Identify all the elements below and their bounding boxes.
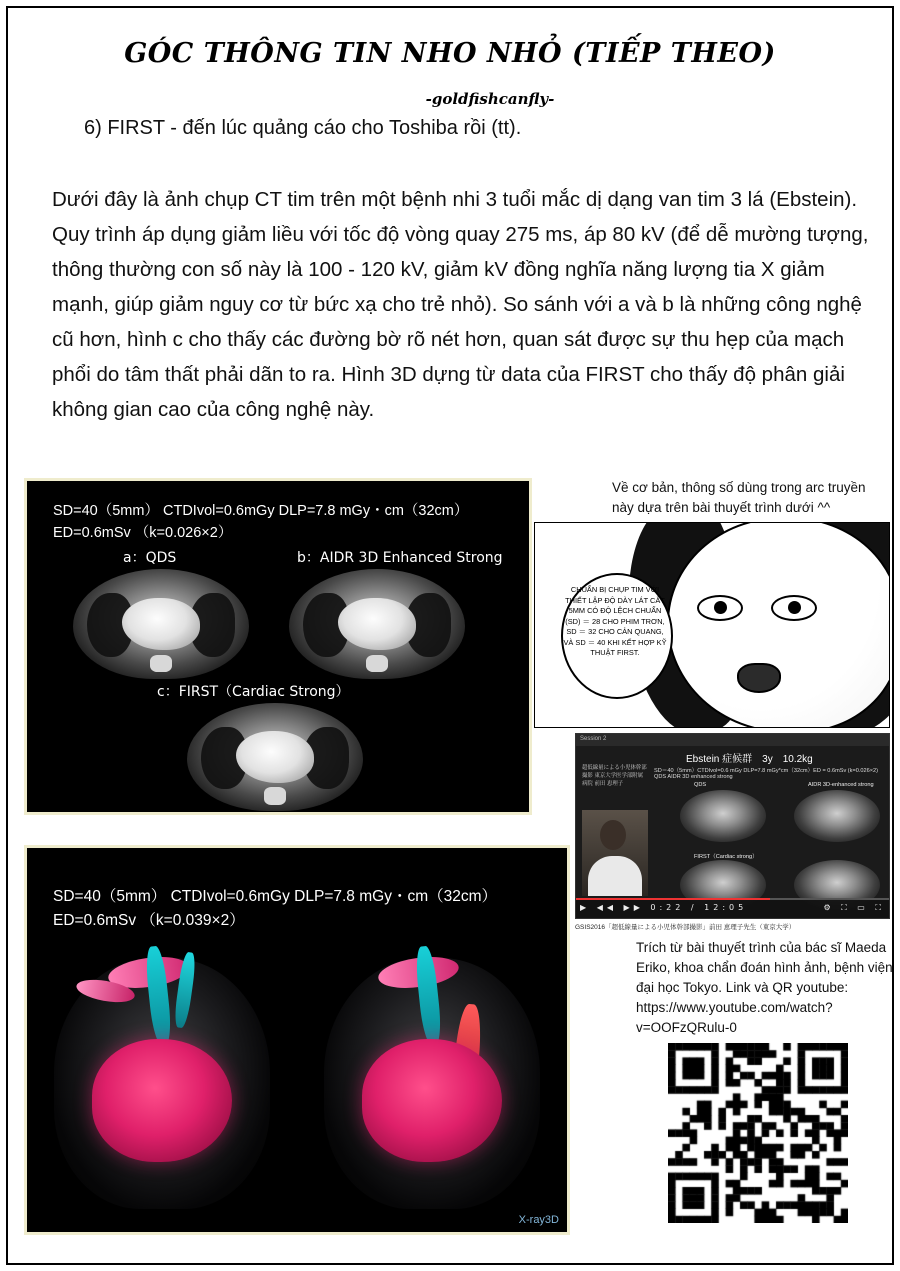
- byline: -goldfishcanfly-: [425, 90, 555, 108]
- video-session-label: Session 2: [576, 734, 889, 746]
- ct-slice-first: [187, 703, 363, 811]
- note-bottom: Trích từ bài thuyết trình của bác sĩ Maeda Eriko, khoa chẩn đoán hình ảnh, bệnh viện đại học Tokyo. Link và QR youtube: https://www.youtube.com/watch?v=OOFzQRulu-0: [636, 940, 893, 1035]
- video-ct-slice-1: [680, 790, 766, 842]
- video-progress-bar[interactable]: [576, 898, 889, 900]
- vr-dose-line-1: SD=40（5mm） CTDIvol=0.6mGy DLP=7.8 mGy・cm（32cm）: [53, 888, 498, 905]
- video-speaker-inset: [582, 810, 648, 896]
- video-dose-line-2: QDS AIDR 3D enhanced strong: [654, 774, 733, 780]
- axial-label-c: c：FIRST（Cardiac Strong）: [157, 684, 350, 700]
- video-slide-title: Ebstein 症候群 3y 10.2kg: [686, 754, 813, 765]
- manga-pupil-left: [714, 601, 727, 614]
- video-label-aidr: AIDR 3D-enhanced strong: [808, 782, 874, 788]
- note-top: Về cơ bản, thông số dùng trong arc truyền này dựa trên bài thuyết trình dưới ^^: [612, 480, 866, 515]
- video-side-text: 超低線量による小児体幹部撮影 東京大学医学部附属病院 前田 恵理子: [582, 765, 647, 787]
- video-label-qds: QDS: [694, 782, 707, 788]
- manga-mouth: [737, 663, 781, 693]
- video-label-first: FIRST（Cardiac strong）: [694, 854, 758, 860]
- video-controls-bar[interactable]: [576, 898, 889, 918]
- video-ct-slice-2: [794, 790, 880, 842]
- vr-view-right: [297, 940, 567, 1232]
- vr-view-left: [27, 940, 297, 1232]
- page-title: GÓC THÔNG TIN NHO NHỎ (TIẾP THEO): [124, 38, 776, 69]
- manga-pupil-right: [788, 601, 801, 614]
- section-heading: 6) FIRST - đến lúc quảng cáo cho Toshiba rồi (tt).: [84, 117, 522, 139]
- speech-bubble-text: CHUẨN BỊ CHỤP TIM VỚI THIẾT LẬP ĐỘ DÀY LÁT CẮT 5MM CÓ ĐỘ LỆCH CHUẨN (SD) ＝ 28 CHO PHIM TRƠN, SD ＝ 32 CHO CẢN QUANG, VÀ SD ＝ 40 KHI KẾT HỢP KỸ THUẬT FIRST.: [563, 585, 667, 657]
- ct-slice-qds: [73, 569, 249, 679]
- qr-code: [668, 1043, 848, 1223]
- axial-dose-line-1: SD=40（5mm） CTDIvol=0.6mGy DLP=7.8 mGy・cm（32cm）: [53, 503, 469, 519]
- video-caption: GSIS2016「超低線量による小児体幹部撮影」前田 恵理子先生（東京大学）: [575, 924, 796, 931]
- manga-panel: [534, 522, 890, 728]
- youtube-video-thumbnail[interactable]: [575, 733, 890, 919]
- video-dose-line-1: SD＝40（5mm）CTDIvol=0.6 mGy DLP=7.8 mGy*cm（32cm）ED = 0.6mSv (k=0.026×2): [654, 768, 878, 774]
- figure-axial-ct: [24, 478, 532, 815]
- axial-dose-line-2: ED=0.6mSv （k=0.026×2）: [53, 525, 233, 541]
- axial-label-b: b：AIDR 3D Enhanced Strong: [297, 550, 503, 566]
- manga-face: [667, 522, 890, 728]
- body-paragraph: Dưới đây là ảnh chụp CT tim trên một bệnh nhi 3 tuổi mắc dị dạng van tim 3 lá (Ebstein). Quy trình áp dụng giảm liều với tốc độ vòng quay 275 ms, áp 80 kV (để dễ mường tượng, thông thường con số này là 100 - 120 kV, giảm kV đồng nghĩa năng lượng tia X giảm mạnh, giúp giảm nguy cơ từ bức xạ cho trẻ nhỏ). So sánh với a và b là những công nghệ cũ hơn, hình c cho thấy các đường bờ rõ nét hơn, quan sát được sự thu hẹp của mạch phổi do tâm thất phải dãn to ra. Hình 3D dựng từ data của FIRST cho thấy độ phân giải không gian cao của công nghệ này.: [52, 188, 869, 421]
- fullscreen-icon[interactable]: ⚙ ⛶ ▭ ⛶: [823, 903, 885, 912]
- axial-label-a: a：QDS: [123, 550, 177, 566]
- vr-dose-line-2: ED=0.6mSv （k=0.039×2）: [53, 912, 245, 929]
- figure-3d-volume-rendering: [24, 845, 570, 1235]
- ct-slice-aidr: [289, 569, 465, 679]
- vr-watermark: X-ray3D: [518, 1214, 559, 1226]
- play-icon[interactable]: ▶ ◀◀ ▶▶ 0:22 / 12:05: [580, 903, 748, 912]
